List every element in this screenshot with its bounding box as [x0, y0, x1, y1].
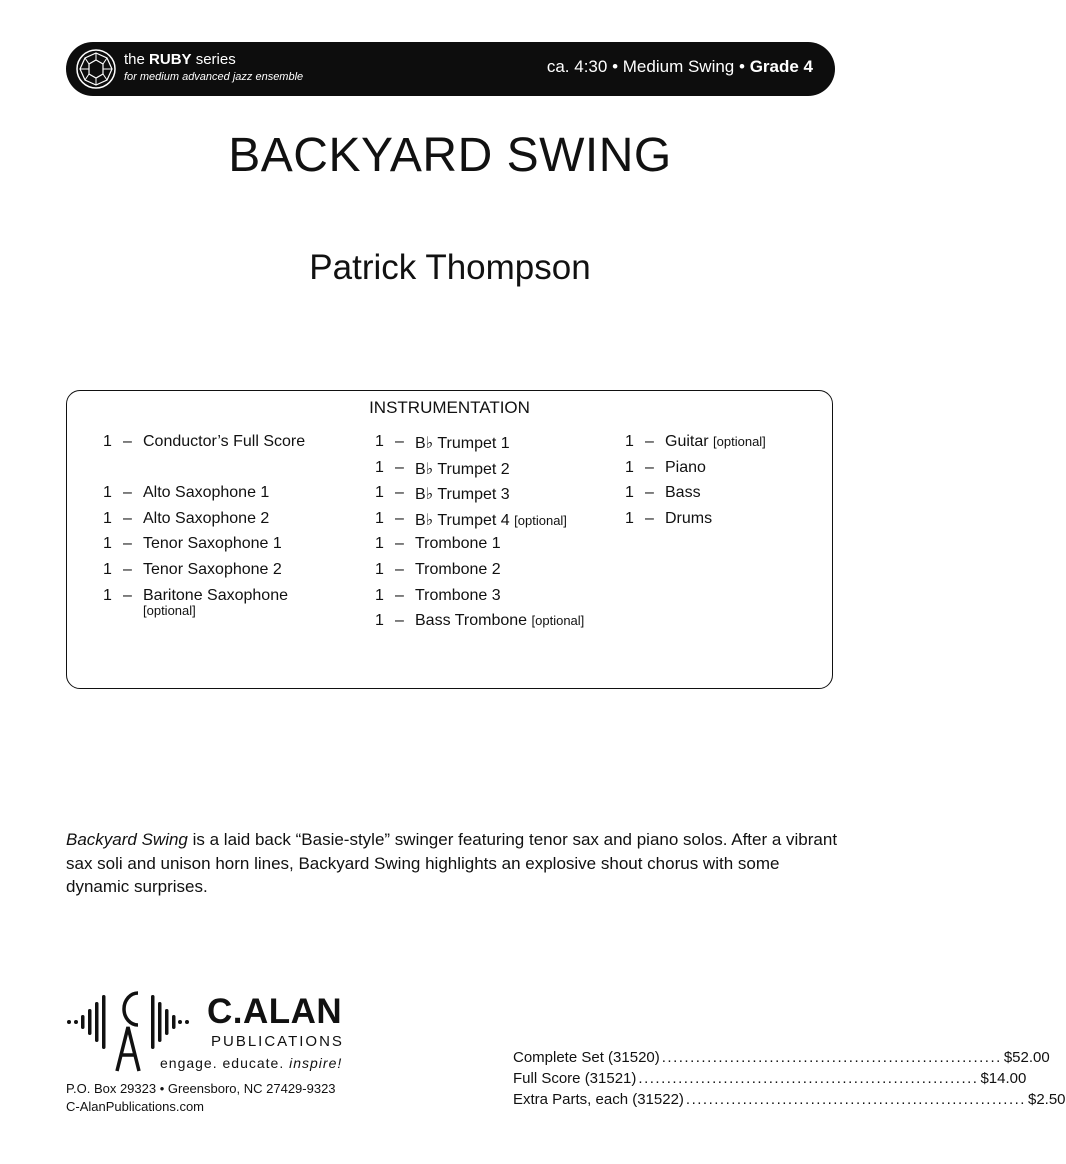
instrument-name: Baritone Saxophone	[143, 586, 288, 604]
instrument-quantity: 1	[375, 612, 384, 630]
postal-address: P.O. Box 29323 • Greensboro, NC 27429-9323	[66, 1081, 336, 1096]
instrument-name: B♭ Trumpet 3	[415, 486, 510, 504]
dot-leader: ............................................................	[685, 1091, 1026, 1108]
separator: –	[645, 458, 654, 476]
instrument-name: Tenor Saxophone 1	[143, 535, 282, 553]
separator: –	[395, 560, 404, 578]
price-row	[513, 1091, 1066, 1112]
instrument-quantity: 1	[375, 484, 384, 502]
instrument-quantity: 1	[375, 586, 384, 604]
publisher-subtitle: PUBLICATIONS	[211, 1033, 344, 1050]
price-list	[513, 1049, 1066, 1112]
price-label: Full Score (31521)	[513, 1070, 637, 1087]
price-amount: $2.50	[1027, 1091, 1066, 1108]
separator: –	[395, 612, 404, 630]
publisher-tagline: engage. educate. inspire!	[160, 1055, 343, 1071]
instrument-name: Bass	[665, 484, 701, 502]
instrument-name: B♭ Trumpet 1	[415, 435, 510, 452]
instrument-name: Alto Saxophone 1	[143, 484, 270, 502]
price-amount: $52.00	[1003, 1049, 1050, 1066]
separator: –	[645, 484, 654, 502]
optional-note: [optional]	[514, 512, 567, 528]
publisher-address	[66, 1080, 336, 1116]
description	[66, 828, 838, 899]
separator: –	[123, 535, 132, 553]
composer-name: Patrick Thompson	[309, 248, 591, 287]
separator: –	[395, 535, 404, 553]
instrument-quantity: 1	[103, 484, 112, 502]
separator: –	[123, 560, 132, 578]
separator: –	[645, 509, 654, 527]
instrument-name: Piano	[665, 458, 706, 476]
instrument-quantity: 1	[103, 535, 112, 553]
instrument-name: Trombone 2	[415, 560, 501, 578]
instrument-quantity: 1	[103, 433, 112, 450]
dot-leader: ............................................................	[638, 1070, 979, 1087]
instrument-quantity: 1	[375, 433, 384, 450]
description-title: Backyard Swing	[66, 830, 188, 849]
price-label: Complete Set (31520)	[513, 1049, 660, 1066]
series-subtitle: for medium advanced jazz ensemble	[124, 71, 304, 83]
optional-note: [optional]	[713, 434, 766, 449]
website-link[interactable]: C-AlanPublications.com	[66, 1099, 205, 1114]
separator: –	[395, 586, 404, 604]
separator: –	[395, 509, 404, 527]
instrument-quantity: 1	[625, 458, 634, 476]
series-title: the RUBY series	[124, 51, 236, 68]
instrument-quantity: 1	[375, 535, 384, 553]
separator: –	[123, 586, 132, 604]
instrument-name: B♭ Trumpet 4 [optional]	[415, 511, 567, 529]
instrument-quantity: 1	[103, 509, 112, 527]
instrument-name: Alto Saxophone 2	[143, 509, 270, 527]
optional-note: [optional]	[143, 602, 196, 618]
instrument-name: Tenor Saxophone 2	[143, 560, 282, 578]
duration: ca. 4:30	[546, 57, 608, 76]
instrument-quantity: 1	[625, 509, 634, 527]
instrumentation-box	[66, 390, 833, 689]
separator: –	[645, 433, 654, 450]
dot-leader: ............................................................	[661, 1049, 1002, 1066]
style: Medium Swing	[622, 57, 735, 76]
separator: –	[395, 484, 404, 502]
instrument-name: Bass Trombone [optional]	[415, 612, 585, 630]
series-banner	[66, 42, 835, 96]
instrument-name: Trombone 1	[415, 535, 501, 553]
separator: –	[395, 458, 404, 476]
instrument-quantity: 1	[103, 586, 112, 604]
instrument-quantity: 1	[625, 433, 634, 450]
price-row	[513, 1049, 1050, 1070]
ruby-gem-icon	[75, 48, 117, 90]
separator: –	[395, 433, 404, 450]
instrument-quantity: 1	[103, 560, 112, 578]
separator: –	[123, 484, 132, 502]
piece-title: BACKYARD SWING	[228, 129, 672, 182]
instrument-name: Drums	[665, 509, 713, 527]
price-label: Extra Parts, each (31522)	[513, 1091, 684, 1108]
instrument-name: B♭ Trumpet 2	[415, 460, 510, 478]
instrument-name: Trombone 3	[415, 586, 501, 604]
instrument-name: Conductor’s Full Score	[143, 433, 306, 450]
publisher-name: C.ALAN	[207, 992, 343, 1031]
price-row	[513, 1070, 1027, 1091]
instrument-quantity: 1	[625, 484, 634, 502]
instrument-quantity: 1	[375, 509, 384, 527]
separator: –	[123, 509, 132, 527]
instrument-name: Guitar [optional]	[665, 433, 766, 450]
piece-meta: ca. 4:30 • Medium Swing • Grade 4	[546, 57, 813, 76]
instrument-quantity: 1	[375, 458, 384, 476]
grade: Grade 4	[749, 57, 813, 76]
instrument-quantity: 1	[375, 560, 384, 578]
optional-note: [optional]	[531, 613, 585, 629]
description-text: is a laid back “Basie-style” swinger featuring tenor sax and piano solos. After a vibrant sax soli and unison horn lines, Backyard Swing highlights an explosive shout chorus with some dynamic surprises.	[66, 830, 838, 896]
price-amount: $14.00	[980, 1070, 1027, 1087]
instrumentation-heading: INSTRUMENTATION	[369, 398, 530, 417]
separator: –	[123, 433, 132, 450]
